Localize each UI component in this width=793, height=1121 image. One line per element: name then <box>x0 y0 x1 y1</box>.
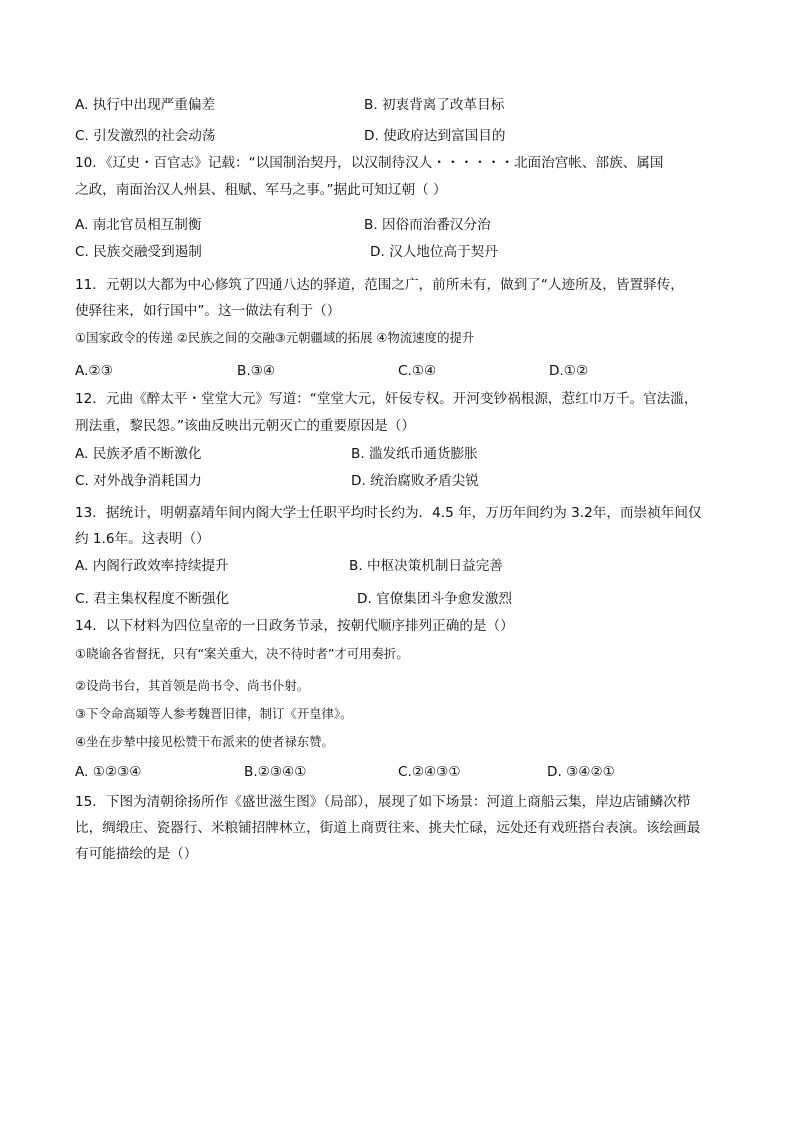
q9-option-d: D. 使政府达到富国目的 <box>364 128 506 144</box>
q15-stem-line3: 有可能描绘的是（） <box>75 846 198 862</box>
q13-option-a: A. 内阁行政效率持续提升 <box>75 558 229 574</box>
q14-material-1: ①晓谕各省督抚，只有“案关重大，决不待时者”才可用奏折。 <box>75 646 409 661</box>
q13-option-c: C. 君主集权程度不断强化 <box>75 591 230 607</box>
q15-stem-line1: 15．下图为清朝徐扬所作《盛世滋生图》（局部），展现了如下场景：河道上商船云集，岸边店铺鳞次栉 <box>75 794 691 810</box>
q14-option-d: D. ③④②① <box>547 764 615 780</box>
q13-option-d: D. 官僚集团斗争愈发激烈 <box>357 591 513 607</box>
q12-stem-line2: 刑法重，黎民怨。”该曲反映出元朝灭亡的重要原因是（） <box>75 418 416 434</box>
q13-option-b: B. 中枢决策机制日益完善 <box>349 558 503 574</box>
q9-option-a: A. 执行中出现严重偏差 <box>75 97 216 113</box>
q10-stem-line2: 之政，南面治汉人州县、租赋、军马之事。”据此可知辽朝（ ） <box>75 182 447 198</box>
q11-items: ①国家政令的传递 ②民族之间的交融③元朝疆域的拓展 ④物流速度的提升 <box>75 330 475 345</box>
q10-option-c: C. 民族交融受到遏制 <box>75 244 202 260</box>
q10-option-a: A. 南北官员相互制衡 <box>75 217 202 233</box>
q11-option-a: A.②③ <box>75 363 113 379</box>
q12-stem-line1: 12．元曲《醉太平・堂堂大元》写道：“堂堂大元，奸佞专权。开河变钞祸根源，惹红巾万千。官法滥， <box>75 391 698 407</box>
q14-material-3: ③下令命高熲等人参考魏晋旧律，制订《开皇律》。 <box>75 706 353 721</box>
q14-option-c: C.②④③① <box>398 764 461 780</box>
q15-stem-line2: 比，绸缎庄、瓷器行、米粮铺招牌林立，街道上商贾往来、挑夫忙碌，远处还有戏班搭台表演。该绘画最 <box>75 820 701 836</box>
q11-option-d: D.①② <box>549 363 589 379</box>
q14-material-4: ④坐在步辇中接见松赞干布派来的使者禄东赞。 <box>75 734 334 749</box>
q14-option-a: A. ①②③④ <box>75 764 142 780</box>
q13-stem-line2: 约 1.6年。这表明（） <box>75 531 210 547</box>
q10-stem-line1: 10．《辽史・百官志》记载：“以国制治契丹，以汉制待汉人・・・・・・北面治宫帐、部族、属国 <box>75 155 664 171</box>
q10-option-b: B. 因俗而治番汉分治 <box>364 217 491 233</box>
q9-option-b: B. 初衷背离了改革目标 <box>364 97 505 113</box>
q10-option-d: D. 汉人地位高于契丹 <box>370 244 498 260</box>
q11-stem-line2: 使驿往来，如行国中”。这一做法有利于（） <box>75 303 341 319</box>
q12-option-c: C. 对外战争消耗国力 <box>75 473 202 489</box>
q14-option-b: B.②③④① <box>244 764 307 780</box>
q14-material-2: ②设尚书台，其首领是尚书令、尚书仆射。 <box>75 678 310 693</box>
q12-option-a: A. 民族矛盾不断激化 <box>75 446 202 462</box>
q12-option-d: D. 统治腐败矛盾尖锐 <box>351 473 479 489</box>
q11-option-c: C.①④ <box>398 363 437 379</box>
q11-stem-line1: 11．元朝以大都为中心修筑了四通八达的驿道，范围之广，前所未有，做到了“人迹所及，皆置驿传， <box>75 277 684 293</box>
q13-stem-line1: 13．据统计，明朝嘉靖年间内阁大学士任职平均时长约为．4.5 年，万历年间约为 3.2年，而崇祯年间仅 <box>75 505 702 521</box>
q9-option-c: C. 引发激烈的社会动荡 <box>75 128 216 144</box>
q12-option-b: B. 滥发纸币通货膨胀 <box>351 446 478 462</box>
q11-option-b: B.③④ <box>237 363 276 379</box>
q14-stem: 14．以下材料为四位皇帝的一日政务节录，按朝代顺序排列正确的是（） <box>75 618 514 634</box>
